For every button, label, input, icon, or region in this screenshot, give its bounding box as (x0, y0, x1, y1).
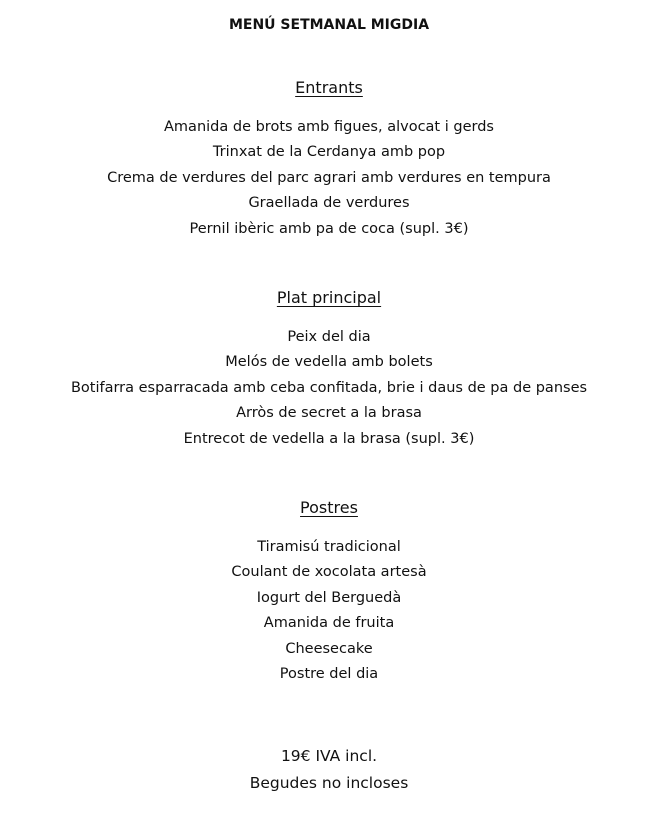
menu-item: Graellada de verdures (248, 195, 410, 212)
menu-item: Entrecot de vedella a la brasa (supl. 3€) (183, 430, 475, 447)
menu-footer (0, 743, 658, 797)
menu-item: Arròs de secret a la brasa (236, 405, 422, 422)
menu-item: Crema de verdures del parc agrari amb verdures en tempura (107, 169, 551, 186)
menu-item: Tiramisú tradicional (257, 539, 401, 555)
menu-item: Coulant de xocolata artesà (231, 564, 427, 581)
section-heading-entrants: Entrants (295, 78, 363, 97)
menu-item: Cheesecake (285, 640, 373, 657)
menu-item: Trinxat de la Cerdanya amb pop (212, 144, 446, 161)
menu-item: Melós de vedella amb bolets (225, 354, 433, 371)
section-items-postres (0, 535, 658, 687)
menu-item: Iogurt del Berguedà (256, 589, 402, 606)
section-items-entrants (0, 115, 658, 242)
menu-item: Pernil ibèric amb pa de coca (supl. 3€) (189, 220, 469, 237)
menu-item: Amanida de fruita (263, 615, 395, 632)
menu-item: Botifarra esparracada amb ceba confitada, brie i daus de pa de panses (70, 379, 588, 396)
section-heading-plat-principal: Plat principal (276, 288, 382, 307)
menu-item: Amanida de brots amb figues, alvocat i gerds (164, 119, 494, 135)
price-text: 19€ IVA incl. (280, 747, 378, 765)
menu-item: Peix del dia (287, 329, 371, 345)
menu-item: Postre del dia (279, 665, 379, 682)
section-items-plat-principal (0, 325, 658, 452)
drinks-note: Begudes no incloses (249, 774, 409, 792)
menu-title: MENÚ SETMANAL MIGDIA (228, 17, 430, 33)
section-heading-postres: Postres (300, 498, 358, 517)
